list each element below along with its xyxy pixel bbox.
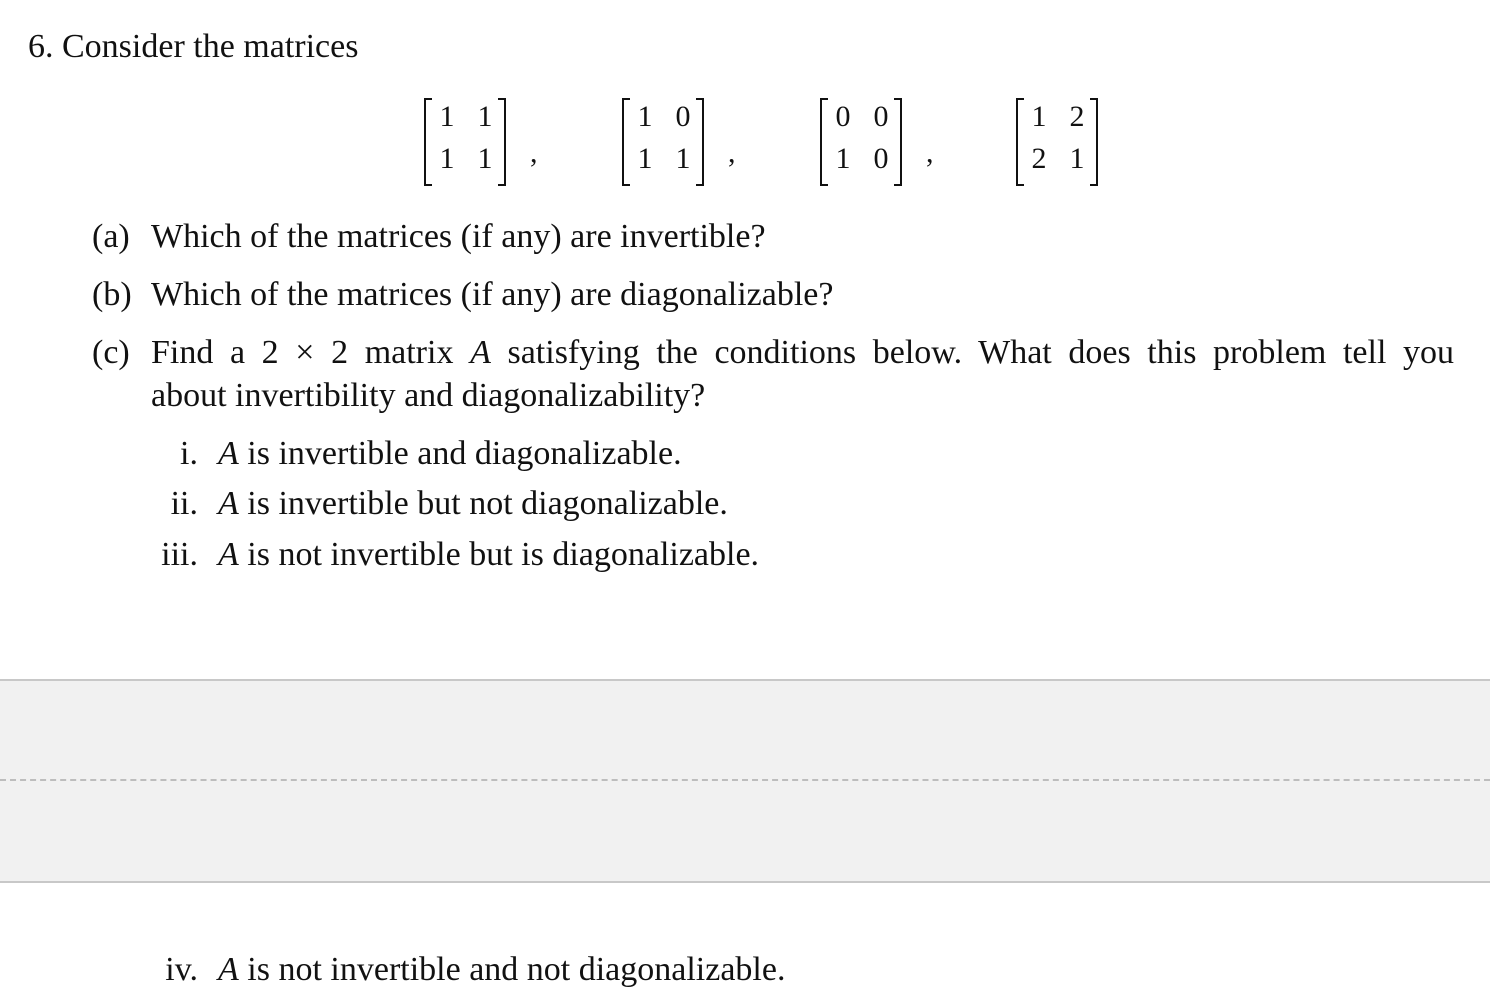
matrix-entry: 1 [1069,142,1085,175]
matrix-entry: 1 [675,142,691,175]
condition-text: is invertible but not diagonalizable. [247,485,728,522]
page-break-lower [0,781,1490,883]
matrix-3 [820,98,902,184]
condition-iv-label: iv. [165,951,198,988]
left-bracket [622,98,630,186]
part-c-line2: about invertibility and diagonalizability? [151,377,706,414]
matrix-variable: A [218,951,239,988]
right-bracket [894,98,902,186]
condition-ii-label: ii. [170,485,198,522]
condition-iii [218,538,759,572]
condition-iii-label: iii. [161,536,198,573]
matrix-entry: 0 [675,100,691,133]
matrix-variable: A [218,485,239,522]
matrix-entry: 1 [637,100,653,133]
matrix-variable: A [218,435,239,472]
problem-heading: 6. Consider the matrices [28,28,359,65]
left-bracket [820,98,828,186]
matrix-variable: A [470,334,491,371]
part-c-post: satisfying the conditions below. What does this problem tell you [507,334,1455,371]
condition-text: is not invertible and not diagonalizable. [247,951,786,988]
condition-i-label: i. [180,435,198,472]
right-bracket [1090,98,1098,186]
right-bracket [498,98,506,186]
condition-ii [218,487,728,521]
matrix-entry: 2 [1069,100,1085,133]
condition-iv [218,953,785,987]
part-c-pre: Find a 2 × 2 matrix [151,334,454,371]
condition-text: is not invertible but is diagonalizable. [247,536,760,573]
part-c-line1 [151,336,1454,370]
condition-i [218,437,682,471]
page-break-upper [0,679,1490,781]
matrix-entry: 0 [835,100,851,133]
matrix-entry: 1 [439,100,455,133]
matrix-entry: 1 [477,100,493,133]
part-c-label: (c) [92,334,130,371]
matrix-variable: A [218,536,239,573]
matrix-entry: 1 [637,142,653,175]
left-bracket [1016,98,1024,186]
matrix-entry: 1 [835,142,851,175]
matrix-entry: 1 [1031,100,1047,133]
part-a-label: (a) [92,218,130,255]
part-b-text: Which of the matrices (if any) are diagonalizable? [151,276,834,313]
part-a-text: Which of the matrices (if any) are invertible? [151,218,766,255]
matrix-2 [622,98,704,184]
matrix-4 [1016,98,1098,184]
matrix-entry: 0 [873,142,889,175]
matrix-1 [424,98,506,184]
matrix-separator: , [728,136,736,169]
matrix-entry: 1 [439,142,455,175]
part-b-label: (b) [92,276,132,313]
matrix-entry: 2 [1031,142,1047,175]
matrix-separator: , [530,136,538,169]
right-bracket [696,98,704,186]
left-bracket [424,98,432,186]
condition-text: is invertible and diagonalizable. [247,435,682,472]
matrix-entry: 1 [477,142,493,175]
matrix-separator: , [926,136,934,169]
matrix-entry: 0 [873,100,889,133]
